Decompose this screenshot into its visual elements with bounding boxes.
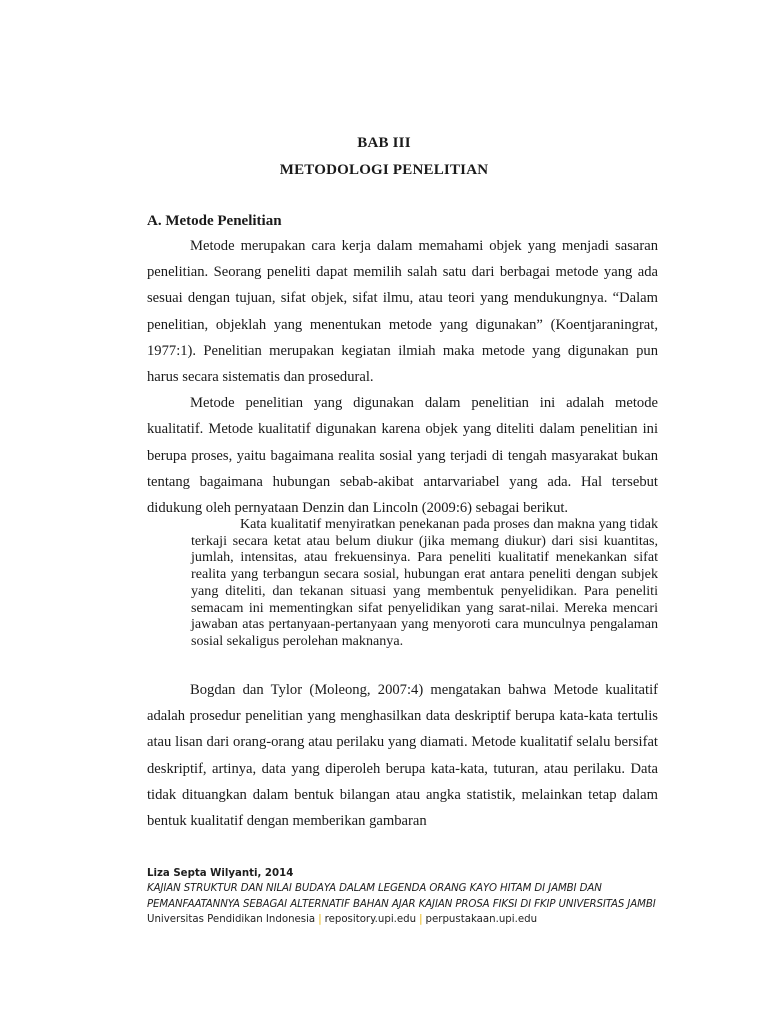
footer-repository-link[interactable]: repository.upi.edu xyxy=(324,914,417,926)
chapter-number: BAB III xyxy=(357,135,411,151)
chapter-title: METODOLOGI PENELITIAN xyxy=(279,162,489,178)
body-top xyxy=(147,233,658,521)
footer-library-link[interactable]: perpustakaan.upi.edu xyxy=(425,914,538,926)
quote-text: Kata kualitatif menyiratkan penekanan pada proses dan makna yang tidak terkaji secara ketat atau belum diukur (jika memang diukur) dari sisi kuantitas, jumlah, intensitas, atau frekuensinya. Para peneliti kualitatif menekankan sifat realita yang terbangun secara sosial, hubungan erat antara peneliti dengan subjek yang diteliti, dan tekanan situasi yang membentuk penyelidikan. Para peneliti semacam ini mementingkan sifat penyelidikan yang sarat-nilai. Mereka mencari jawaban atas pertanyaan-pertanyaan yang menyoroti cara munculnya pengalaman sosial sekaligus perolehan maknanya. xyxy=(191,516,658,649)
page-footer xyxy=(147,866,662,928)
footer-links xyxy=(147,912,662,927)
block-quote xyxy=(191,516,658,650)
footer-university: Universitas Pendidikan Indonesia xyxy=(147,914,316,926)
footer-author: Liza Septa Wilyanti, 2014 xyxy=(147,868,294,879)
body-bottom xyxy=(147,677,658,834)
section-heading: A. Metode Penelitian xyxy=(147,213,282,229)
footer-title: KAJIAN STRUKTUR DAN NILAI BUDAYA DALAM LEGENDA ORANG KAYO HITAM DI JAMBI DAN PEMANFAATANNYA SEBAGAI ALTERNATIF BAHAN AJAR KAJIAN PROSA FIKSI DI FKIP UNIVERSITAS JAMBI xyxy=(147,883,656,910)
paragraph: Metode penelitian yang digunakan dalam penelitian ini adalah metode kualitatif. Metode kualitatif digunakan karena objek yang diteliti dalam penelitian ini berupa proses, yaitu bagaimana realita sosial yang terjadi di tengah masyarakat bukan tentang bagaimana hubungan sebab-akibat antarvariabel yang ada. Hal tersebut didukung oleh pernyataan Denzin dan Lincoln (2009:6) sebagai berikut. xyxy=(147,395,658,517)
footer-separator: | xyxy=(419,914,423,926)
paragraph: Metode merupakan cara kerja dalam memahami objek yang menjadi sasaran penelitian. Seorang peneliti dapat memilih salah satu dari berbagai metode yang ada sesuai dengan tujuan, sifat objek, sifat ilmu, atau teori yang mendukungnya. “Dalam penelitian, objeklah yang menentukan metode yang digunakan” (Koentjaraningrat, 1977:1). Penelitian merupakan kegiatan ilmiah maka metode yang digunakan pun harus secara sistematis dan prosedural. xyxy=(147,238,658,386)
footer-separator: | xyxy=(318,914,322,926)
paragraph: Bogdan dan Tylor (Moleong, 2007:4) mengatakan bahwa Metode kualitatif adalah prosedur penelitian yang menghasilkan data deskriptif berupa kata-kata tertulis atau lisan dari orang-orang atau perilaku yang diamati. Metode kualitatif selalu bersifat deskriptif, artinya, data yang diperoleh berupa kata-kata, tuturan, atau perilaku. Data tidak dituangkan dalam bentuk bilangan atau angka statistik, melainkan tetap dalam bentuk kualitatif dengan memberikan gambaran xyxy=(147,682,658,830)
